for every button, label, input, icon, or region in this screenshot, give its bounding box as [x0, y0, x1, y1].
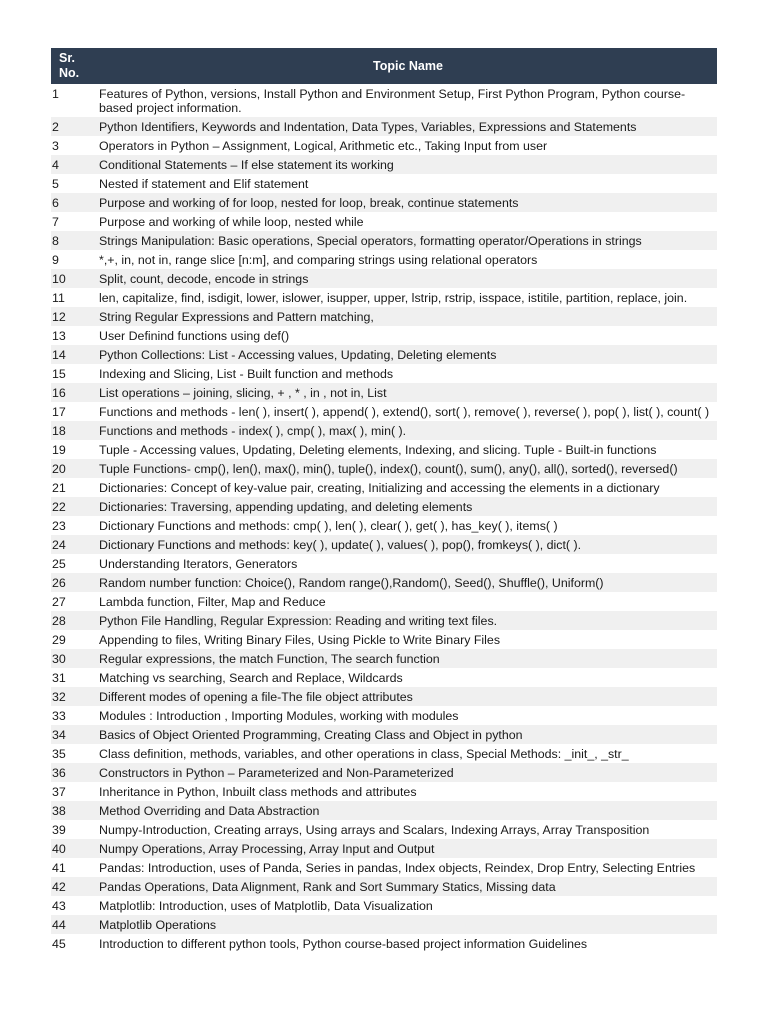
row-number: 25 — [51, 554, 99, 573]
row-number: 3 — [51, 136, 99, 155]
table-row — [51, 744, 717, 763]
table-row — [51, 478, 717, 497]
row-number: 17 — [51, 402, 99, 421]
table-row — [51, 896, 717, 915]
row-number: 29 — [51, 630, 99, 649]
row-topic: Nested if statement and Elif statement — [99, 174, 717, 193]
table-row — [51, 250, 717, 269]
row-topic: Lambda function, Filter, Map and Reduce — [99, 592, 717, 611]
table-row — [51, 212, 717, 231]
table-row — [51, 364, 717, 383]
row-topic: Appending to files, Writing Binary Files, Using Pickle to Write Binary Files — [99, 630, 717, 649]
row-number: 23 — [51, 516, 99, 535]
row-topic: Matplotlib: Introduction, uses of Matplotlib, Data Visualization — [99, 896, 717, 915]
row-number: 24 — [51, 535, 99, 554]
row-number: 39 — [51, 820, 99, 839]
row-number: 36 — [51, 763, 99, 782]
row-number: 1 — [51, 84, 99, 117]
row-number: 13 — [51, 326, 99, 345]
row-topic: Tuple Functions- cmp(), len(), max(), min(), tuple(), index(), count(), sum(), any(), all(), sorted(), reversed() — [99, 459, 717, 478]
row-number: 45 — [51, 934, 99, 953]
row-topic: Basics of Object Oriented Programming, Creating Class and Object in python — [99, 725, 717, 744]
table-row — [51, 668, 717, 687]
table-row — [51, 915, 717, 934]
row-topic: Numpy Operations, Array Processing, Array Input and Output — [99, 839, 717, 858]
row-number: 7 — [51, 212, 99, 231]
table-row — [51, 383, 717, 402]
row-number: 40 — [51, 839, 99, 858]
row-topic: Conditional Statements – If else statement its working — [99, 155, 717, 174]
row-number: 30 — [51, 649, 99, 668]
table-row — [51, 136, 717, 155]
row-topic: Purpose and working of while loop, nested while — [99, 212, 717, 231]
row-topic: Inheritance in Python, Inbuilt class methods and attributes — [99, 782, 717, 801]
row-number: 6 — [51, 193, 99, 212]
row-topic: Modules : Introduction , Importing Modules, working with modules — [99, 706, 717, 725]
row-topic: Understanding Iterators, Generators — [99, 554, 717, 573]
row-number: 44 — [51, 915, 99, 934]
row-topic: len, capitalize, find, isdigit, lower, islower, isupper, upper, lstrip, rstrip, isspace, istitile, partition, replace, join. — [99, 288, 717, 307]
row-number: 11 — [51, 288, 99, 307]
row-number: 31 — [51, 668, 99, 687]
table-row — [51, 630, 717, 649]
row-topic: Python File Handling, Regular Expression: Reading and writing text files. — [99, 611, 717, 630]
row-topic: Constructors in Python – Parameterized and Non-Parameterized — [99, 763, 717, 782]
topics-table — [51, 48, 717, 953]
row-number: 18 — [51, 421, 99, 440]
row-number: 21 — [51, 478, 99, 497]
table-row — [51, 839, 717, 858]
row-topic: Functions and methods - len( ), insert( ), append( ), extend(), sort( ), remove( ), reverse( ), pop( ), list( ), count( ) — [99, 402, 717, 421]
row-number: 2 — [51, 117, 99, 136]
row-topic: Dictionary Functions and methods: cmp( ), len( ), clear( ), get( ), has_key( ), items( ) — [99, 516, 717, 535]
row-topic: Pandas Operations, Data Alignment, Rank and Sort Summary Statics, Missing data — [99, 877, 717, 896]
row-number: 37 — [51, 782, 99, 801]
row-topic: Introduction to different python tools, Python course-based project information Guidelines — [99, 934, 717, 953]
topic-name-header: Topic Name — [99, 48, 717, 84]
table-row — [51, 877, 717, 896]
row-topic: Class definition, methods, variables, and other operations in class, Special Methods: _init_, _str_ — [99, 744, 717, 763]
row-number: 33 — [51, 706, 99, 725]
table-row — [51, 763, 717, 782]
row-topic: Dictionary Functions and methods: key( ), update( ), values( ), pop(), fromkeys( ), dict( ). — [99, 535, 717, 554]
table-row — [51, 535, 717, 554]
row-topic: Numpy-Introduction, Creating arrays, Using arrays and Scalars, Indexing Arrays, Array Transposition — [99, 820, 717, 839]
row-topic: Indexing and Slicing, List - Built function and methods — [99, 364, 717, 383]
table-row — [51, 155, 717, 174]
table-header — [51, 48, 717, 84]
row-topic: Regular expressions, the match Function, The search function — [99, 649, 717, 668]
table-row — [51, 117, 717, 136]
row-topic: Different modes of opening a file-The file object attributes — [99, 687, 717, 706]
table-row — [51, 592, 717, 611]
table-row — [51, 706, 717, 725]
table-row — [51, 193, 717, 212]
row-number: 15 — [51, 364, 99, 383]
row-number: 22 — [51, 497, 99, 516]
table-body — [51, 84, 717, 953]
table-row — [51, 820, 717, 839]
table-row — [51, 440, 717, 459]
row-topic: Dictionaries: Concept of key-value pair, creating, Initializing and accessing the elements in a dictionary — [99, 478, 717, 497]
row-number: 5 — [51, 174, 99, 193]
syllabus-sheet — [51, 48, 717, 953]
table-row — [51, 725, 717, 744]
table-row — [51, 554, 717, 573]
table-row — [51, 345, 717, 364]
row-topic: List operations – joining, slicing, + , * , in , not in, List — [99, 383, 717, 402]
row-number: 8 — [51, 231, 99, 250]
row-topic: Tuple - Accessing values, Updating, Deleting elements, Indexing, and slicing. Tuple - Built-in functions — [99, 440, 717, 459]
row-topic: Operators in Python – Assignment, Logical, Arithmetic etc., Taking Input from user — [99, 136, 717, 155]
row-topic: Python Collections: List - Accessing values, Updating, Deleting elements — [99, 345, 717, 364]
table-row — [51, 516, 717, 535]
row-number: 10 — [51, 269, 99, 288]
row-number: 26 — [51, 573, 99, 592]
row-topic: Random number function: Choice(), Random range(),Random(), Seed(), Shuffle(), Uniform() — [99, 573, 717, 592]
table-row — [51, 269, 717, 288]
row-number: 20 — [51, 459, 99, 478]
row-number: 42 — [51, 877, 99, 896]
row-number: 4 — [51, 155, 99, 174]
row-topic: *,+, in, not in, range slice [n:m], and comparing strings using relational operators — [99, 250, 717, 269]
row-topic: User Definind functions using def() — [99, 326, 717, 345]
table-row — [51, 573, 717, 592]
row-number: 34 — [51, 725, 99, 744]
header-row — [51, 48, 717, 84]
row-topic: Dictionaries: Traversing, appending updating, and deleting elements — [99, 497, 717, 516]
row-number: 12 — [51, 307, 99, 326]
table-row — [51, 459, 717, 478]
row-number: 32 — [51, 687, 99, 706]
table-row — [51, 858, 717, 877]
row-topic: Strings Manipulation: Basic operations, Special operators, formatting operator/Operations in strings — [99, 231, 717, 250]
row-topic: Features of Python, versions, Install Python and Environment Setup, First Python Program, Python course-based project information. — [99, 84, 717, 117]
table-row — [51, 174, 717, 193]
table-row — [51, 801, 717, 820]
table-row — [51, 231, 717, 250]
table-row — [51, 307, 717, 326]
table-row — [51, 611, 717, 630]
table-row — [51, 288, 717, 307]
row-number: 14 — [51, 345, 99, 364]
row-topic: Functions and methods - index( ), cmp( ), max( ), min( ). — [99, 421, 717, 440]
row-number: 19 — [51, 440, 99, 459]
table-row — [51, 497, 717, 516]
row-number: 28 — [51, 611, 99, 630]
table-row — [51, 934, 717, 953]
sr-no-header: Sr. No. — [51, 48, 99, 84]
row-number: 16 — [51, 383, 99, 402]
table-row — [51, 421, 717, 440]
table-row — [51, 402, 717, 421]
row-number: 9 — [51, 250, 99, 269]
row-topic: Purpose and working of for loop, nested for loop, break, continue statements — [99, 193, 717, 212]
table-row — [51, 782, 717, 801]
row-topic: String Regular Expressions and Pattern matching, — [99, 307, 717, 326]
row-number: 43 — [51, 896, 99, 915]
row-number: 35 — [51, 744, 99, 763]
table-row — [51, 326, 717, 345]
table-row — [51, 84, 717, 117]
row-number: 41 — [51, 858, 99, 877]
row-topic: Method Overriding and Data Abstraction — [99, 801, 717, 820]
table-row — [51, 649, 717, 668]
row-number: 27 — [51, 592, 99, 611]
row-number: 38 — [51, 801, 99, 820]
row-topic: Matching vs searching, Search and Replace, Wildcards — [99, 668, 717, 687]
row-topic: Split, count, decode, encode in strings — [99, 269, 717, 288]
row-topic: Pandas: Introduction, uses of Panda, Series in pandas, Index objects, Reindex, Drop Entry, Selecting Entries — [99, 858, 717, 877]
table-row — [51, 687, 717, 706]
row-topic: Matplotlib Operations — [99, 915, 717, 934]
row-topic: Python Identifiers, Keywords and Indentation, Data Types, Variables, Expressions and Statements — [99, 117, 717, 136]
